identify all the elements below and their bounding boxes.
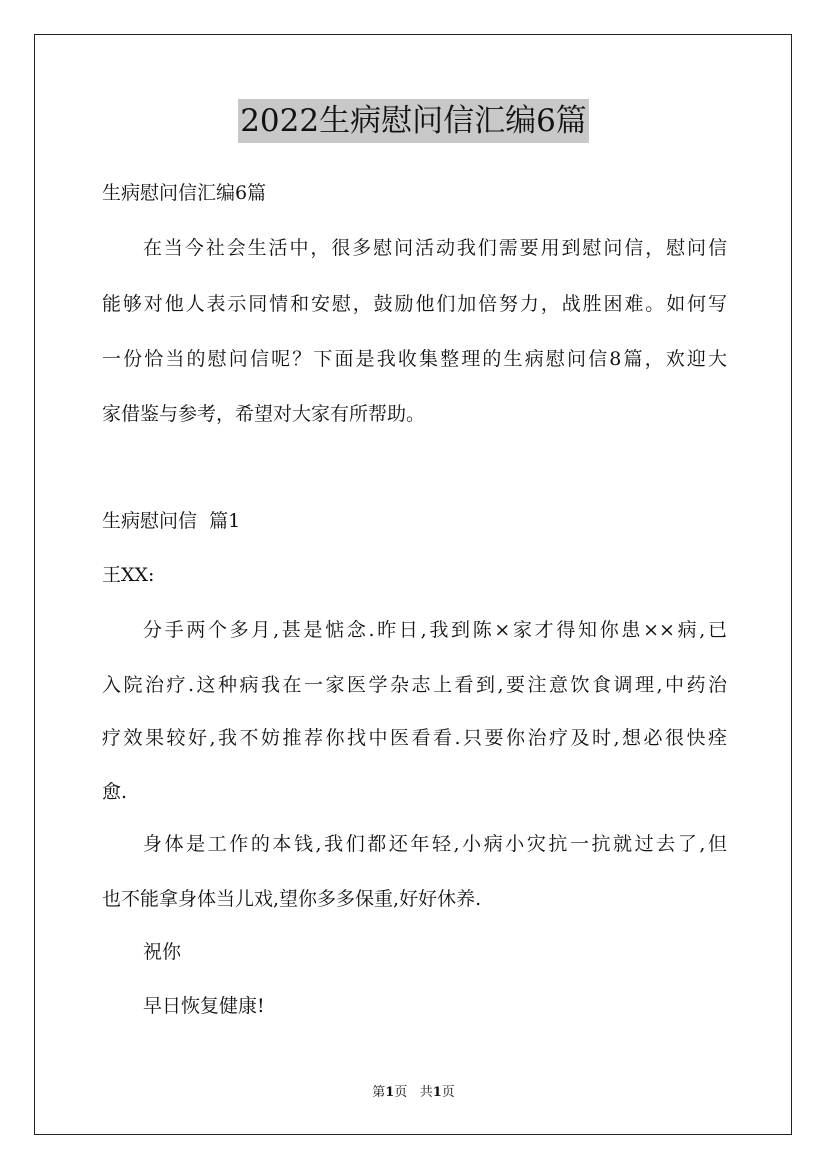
footer-total-pages: 1 bbox=[432, 1085, 442, 1100]
subtitle: 生病慰问信汇编6篇 bbox=[102, 182, 267, 204]
footer-page-suffix: 页 bbox=[441, 1085, 455, 1100]
section-heading: 生病慰问信 篇1 bbox=[102, 510, 241, 532]
title-container bbox=[0, 99, 827, 143]
intro-line-4: 家借鉴与参考，希望对大家有所帮助。 bbox=[102, 403, 426, 425]
paragraph2-line-2: 也不能拿身体当儿戏,望你多多保重,好好休养. bbox=[102, 888, 482, 910]
paragraph2-line-1: 身体是工作的本钱,我们都还年轻,小病小灾抗一抗就过去了,但 bbox=[143, 833, 727, 855]
footer-page-mid: 页 共 bbox=[394, 1085, 433, 1100]
footer-page-prefix: 第 bbox=[372, 1085, 386, 1100]
intro-line-1: 在当今社会生活中，很多慰问活动我们需要用到慰问信，慰问信 bbox=[143, 237, 727, 259]
intro-line-2: 能够对他人表示同情和安慰，鼓励他们加倍努力，战胜困难。如何写 bbox=[102, 293, 727, 315]
page-footer bbox=[0, 1084, 827, 1102]
closing-line-1: 祝你 bbox=[143, 941, 182, 963]
salutation: 王XX: bbox=[102, 564, 155, 586]
footer-page-number: 1 bbox=[385, 1085, 395, 1100]
document-title: 2022生病慰问信汇编6篇 bbox=[238, 99, 589, 143]
paragraph1-line-3: 疗效果较好,我不妨推荐你找中医看看.只要你治疗及时,想必很快痊 bbox=[102, 727, 727, 749]
intro-line-3: 一份恰当的慰问信呢？下面是我收集整理的生病慰问信8篇，欢迎大 bbox=[102, 348, 727, 370]
closing-line-2: 早日恢复健康! bbox=[143, 995, 265, 1017]
paragraph1-line-4: 愈. bbox=[102, 781, 128, 803]
paragraph1-line-2: 入院治疗.这种病我在一家医学杂志上看到,要注意饮食调理,中药治 bbox=[102, 674, 727, 696]
paragraph1-line-1: 分手两个多月,甚是惦念.昨日,我到陈×家才得知你患××病,已 bbox=[143, 619, 727, 641]
